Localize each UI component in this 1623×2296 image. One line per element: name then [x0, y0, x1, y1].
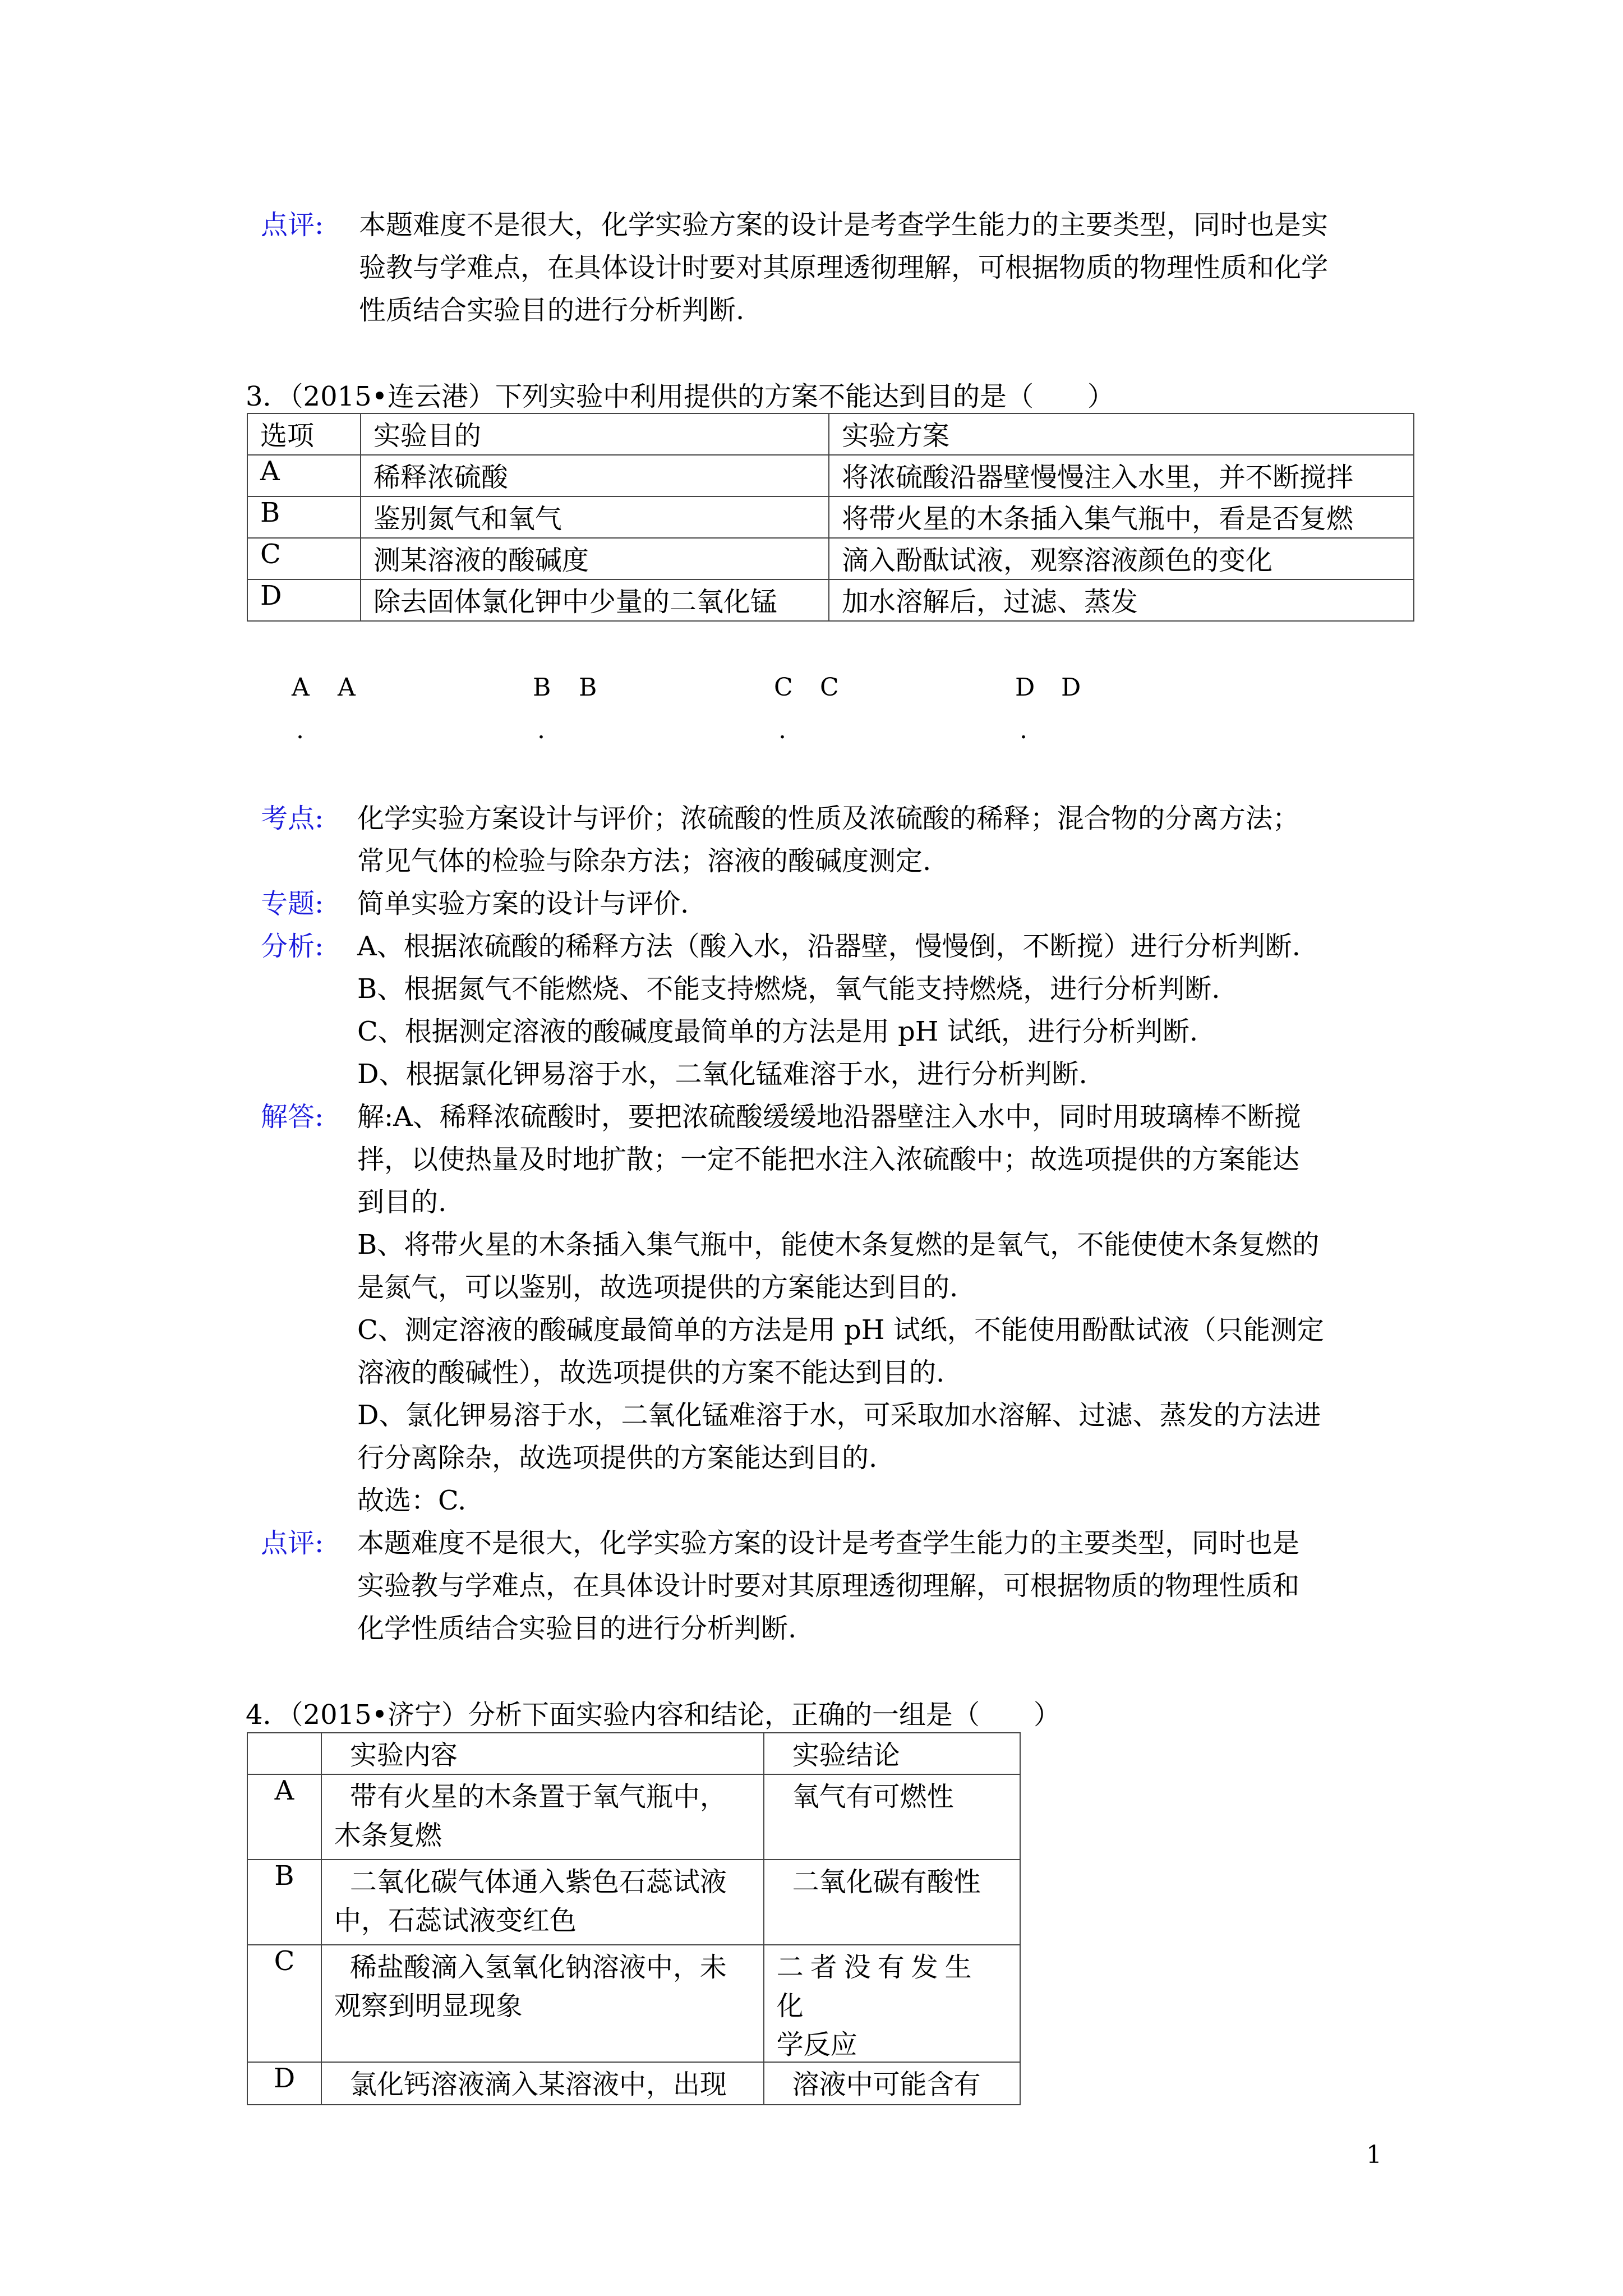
option-d-text[interactable]: D: [1061, 673, 1081, 702]
table-cell: 将带火星的木条插入集气瓶中，看是否复燃: [829, 496, 1414, 538]
review-line-2: 验教与学难点，在具体设计时要对其原理透彻理解，可根据物质的物理性质和化学: [359, 252, 1329, 283]
table-cell: 测某溶液的酸碱度: [361, 538, 829, 579]
cell-line: 木条复燃: [334, 1820, 442, 1851]
option-a-text[interactable]: A: [338, 673, 356, 702]
cell-line: 带有火星的木条置于氧气瓶中，: [349, 1781, 727, 1812]
table-cell: 将浓硫酸沿器壁慢慢注入水里，并不断搅拌: [829, 455, 1414, 496]
dianping-line: 本题难度不是很大，化学实验方案的设计是考查学生能力的主要类型，同时也是: [357, 1527, 1300, 1559]
question-4-stem: 4．（2015•济宁）分析下面实验内容和结论，正确的一组是（ ）: [246, 1699, 1061, 1731]
cell-line: 中，石蕊试液变红色: [334, 1905, 577, 1936]
page-number: 1: [1366, 2141, 1382, 2169]
option-a-dot: .: [296, 716, 304, 744]
table-cell: A: [247, 455, 361, 496]
kaodian-label: 考点:: [261, 803, 324, 834]
table-row: [247, 538, 1414, 579]
table-cell: [321, 2062, 764, 2105]
dianping-line: 化学性质结合实验目的进行分析判断.: [357, 1613, 797, 1644]
fenxi-line: C、根据测定溶液的酸碱度最简单的方法是用 pH 试纸，进行分析判断.: [357, 1016, 1198, 1047]
table-header: 实验内容: [321, 1733, 764, 1774]
table-row: [247, 579, 1414, 621]
table-header: 实验结论: [764, 1733, 1020, 1774]
review-line-3: 性质结合实验目的进行分析判断.: [359, 295, 745, 326]
table-row: [247, 1945, 1020, 2062]
option-d-letter[interactable]: D: [1015, 673, 1035, 702]
fenxi-line: A、根据浓硫酸的稀释方法（酸入水，沿器壁，慢慢倒，不断搅）进行分析判断.: [357, 931, 1301, 962]
option-c-dot: .: [778, 716, 786, 744]
jieda-line: 溶液的酸碱性），故选项提供的方案不能达到目的.: [357, 1357, 945, 1388]
fenxi-line: D、根据氯化钾易溶于水，二氧化锰难溶于水，进行分析判断.: [357, 1059, 1087, 1090]
table-cell: [764, 1945, 1020, 2062]
jieda-line: C、测定溶液的酸碱度最简单的方法是用 pH 试纸，不能使用酚酞试液（只能测定: [357, 1314, 1324, 1346]
option-c-letter[interactable]: C: [774, 673, 793, 702]
cell-line: 氯化钙溶液滴入某溶液中，出现: [349, 2069, 727, 2100]
table-cell: [321, 1774, 764, 1860]
table-row: [247, 1860, 1020, 1945]
table-row: [247, 455, 1414, 496]
table-cell: A: [247, 1774, 321, 1860]
cell-line: 学反应: [776, 2029, 857, 2060]
option-b-text[interactable]: B: [579, 673, 597, 702]
jieda-line: 是氮气，可以鉴别，故选项提供的方案能达到目的.: [357, 1272, 958, 1303]
table-cell: C: [247, 538, 361, 579]
option-b-letter[interactable]: B: [533, 673, 551, 702]
table-cell: [764, 1774, 1020, 1860]
cell-line: 观察到明显现象: [334, 1990, 523, 2022]
fenxi-line: B、根据氮气不能燃烧、不能支持燃烧，氧气能支持燃烧，进行分析判断.: [357, 973, 1220, 1005]
jieda-line: 到目的.: [357, 1186, 447, 1218]
cell-line: 二氧化碳有酸性: [792, 1866, 981, 1898]
jieda-line: 故选：C.: [357, 1485, 467, 1516]
question-3-stem: 3．（2015•连云港）下列实验中利用提供的方案不能达到目的是（ ）: [246, 381, 1115, 412]
table-cell: 加水溶解后，过滤、蒸发: [829, 579, 1414, 621]
cell-line: 稀盐酸滴入氢氧化钠溶液中，未: [349, 1952, 727, 1983]
table-cell: [321, 1945, 764, 2062]
fenxi-label: 分析:: [261, 931, 324, 962]
table-cell: B: [247, 496, 361, 538]
table-row: [247, 2062, 1020, 2105]
table-row: [247, 496, 1414, 538]
option-c-text[interactable]: C: [820, 673, 839, 702]
table-cell: C: [247, 1945, 321, 2062]
kaodian-line: 化学实验方案设计与评价；浓硫酸的性质及浓硫酸的稀释；混合物的分离方法；: [357, 803, 1300, 834]
dianping-label: 点评:: [261, 1527, 324, 1559]
table-cell: [764, 2062, 1020, 2105]
option-d-dot: .: [1020, 716, 1027, 744]
table-header: 选项: [247, 413, 361, 455]
table-cell: [321, 1860, 764, 1945]
cell-line: 溶液中可能含有: [792, 2069, 981, 2100]
table-cell: 稀释浓硫酸: [361, 455, 829, 496]
question-3-table: [247, 413, 1414, 622]
cell-line: 二氧化碳气体通入紫色石蕊试液: [349, 1866, 727, 1898]
table-cell: D: [247, 2062, 321, 2105]
review-label: 点评:: [261, 209, 324, 241]
zhuanti-label: 专题:: [261, 888, 324, 919]
table-cell: 除去固体氯化钾中少量的二氧化锰: [361, 579, 829, 621]
jieda-line: D、氯化钾易溶于水，二氧化锰难溶于水，可采取加水溶解、过滤、蒸发的方法进: [357, 1400, 1321, 1431]
table-header: 实验方案: [829, 413, 1414, 455]
jieda-line: B、将带火星的木条插入集气瓶中，能使木条复燃的是氧气，不能使使木条复燃的: [357, 1229, 1320, 1260]
jieda-line: 拌，以使热量及时地扩散；一定不能把水注入浓硫酸中；故选项提供的方案能达: [357, 1144, 1300, 1175]
question-4-table: [247, 1732, 1021, 2105]
cell-line: 氧气有可燃性: [792, 1781, 954, 1812]
option-b-dot: .: [537, 716, 545, 744]
table-cell: 鉴别氮气和氧气: [361, 496, 829, 538]
jieda-label: 解答:: [261, 1101, 324, 1133]
table-row: [247, 1774, 1020, 1860]
table-cell: D: [247, 579, 361, 621]
table-cell: [764, 1860, 1020, 1945]
jieda-line: 解:A、稀释浓硫酸时，要把浓硫酸缓缓地沿器壁注入水中，同时用玻璃棒不断搅: [357, 1101, 1301, 1133]
dianping-line: 实验教与学难点，在具体设计时要对其原理透彻理解，可根据物质的物理性质和: [357, 1570, 1300, 1602]
jieda-line: 行分离除杂，故选项提供的方案能达到目的.: [357, 1442, 878, 1474]
cell-line: 二者没有发生化: [776, 1952, 979, 2022]
review-line-1: 本题难度不是很大，化学实验方案的设计是考查学生能力的主要类型，同时也是实: [359, 209, 1329, 241]
option-a-letter[interactable]: A: [292, 673, 310, 702]
kaodian-line: 常见气体的检验与除杂方法；溶液的酸碱度测定.: [357, 845, 932, 877]
zhuanti-line: 简单实验方案的设计与评价.: [357, 888, 689, 919]
table-header: [247, 1733, 321, 1774]
table-cell: B: [247, 1860, 321, 1945]
table-header: 实验目的: [361, 413, 829, 455]
table-cell: 滴入酚酞试液，观察溶液颜色的变化: [829, 538, 1414, 579]
